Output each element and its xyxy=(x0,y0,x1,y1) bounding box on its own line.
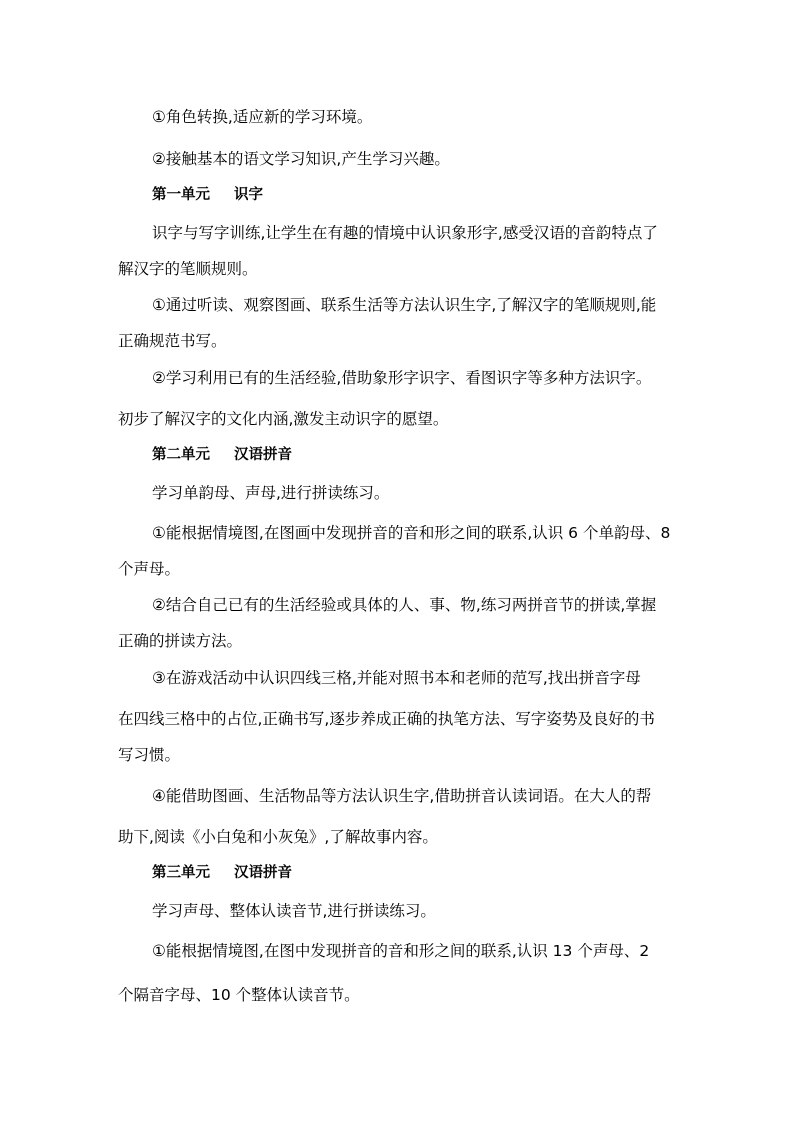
paragraph-line: ②结合自己已有的生活经验或具体的人、事、物,练习两拼音节的拼读,掌握 xyxy=(152,596,657,614)
paragraph-line: 识字与写字训练,让学生在有趣的情境中认识象形字,感受汉语的音韵特点了 xyxy=(152,224,658,242)
paragraph-line: 解汉字的笔顺规则。 xyxy=(118,260,258,278)
paragraph-line: 个隔音字母、10 个整体认读音节。 xyxy=(118,986,360,1004)
paragraph-line: 初步了解汉字的文化内涵,激发主动识字的愿望。 xyxy=(118,410,449,428)
paragraph-line: ①通过听读、观察图画、联系生活等方法认识生字,了解汉字的笔顺规则,能 xyxy=(152,296,657,314)
unit-heading xyxy=(152,862,292,884)
unit-heading xyxy=(152,444,292,466)
paragraph-line: ④能借助图画、生活物品等方法认识生字,借助拼音认读词语。在大人的帮 xyxy=(152,787,652,805)
unit-number: 第三单元 xyxy=(152,865,210,881)
paragraph-line: 学习声母、整体认读音节,进行拼读练习。 xyxy=(152,902,436,920)
paragraph-line: ②接触基本的语文学习知识,产生学习兴趣。 xyxy=(152,150,450,168)
unit-heading xyxy=(152,184,263,206)
paragraph-line: 正确规范书写。 xyxy=(118,332,227,350)
unit-topic: 汉语拼音 xyxy=(234,865,292,881)
unit-number: 第二单元 xyxy=(152,447,210,463)
unit-topic: 识字 xyxy=(234,187,263,203)
unit-topic: 汉语拼音 xyxy=(234,447,292,463)
paragraph-line: ②学习利用已有的生活经验,借助象形字识字、看图识字等多种方法识字。 xyxy=(152,369,652,387)
unit-number: 第一单元 xyxy=(152,187,210,203)
paragraph-line: 个声母。 xyxy=(118,560,181,578)
paragraph-line: 助下,阅读《小白兔和小灰兔》,了解故事内容。 xyxy=(118,828,438,846)
paragraph-line: 写习惯。 xyxy=(118,746,181,764)
paragraph-line: ①能根据情境图,在图中发现拼音的音和形之间的联系,认识 13 个声母、2 xyxy=(152,942,650,960)
paragraph-line: ①角色转换,适应新的学习环境。 xyxy=(152,108,373,126)
paragraph-line: 学习单韵母、声母,进行拼读练习。 xyxy=(152,484,390,502)
paragraph-line: 在四线三格中的占位,正确书写,逐步养成正确的执笔方法、写字姿势及良好的书 xyxy=(118,710,655,728)
paragraph-line: ③在游戏活动中认识四线三格,并能对照书本和老师的范写,找出拼音字母 xyxy=(152,669,641,687)
paragraph-line: ①能根据情境图,在图画中发现拼音的音和形之间的联系,认识 6 个单韵母、8 xyxy=(152,524,671,542)
paragraph-line: 正确的拼读方法。 xyxy=(118,632,243,650)
